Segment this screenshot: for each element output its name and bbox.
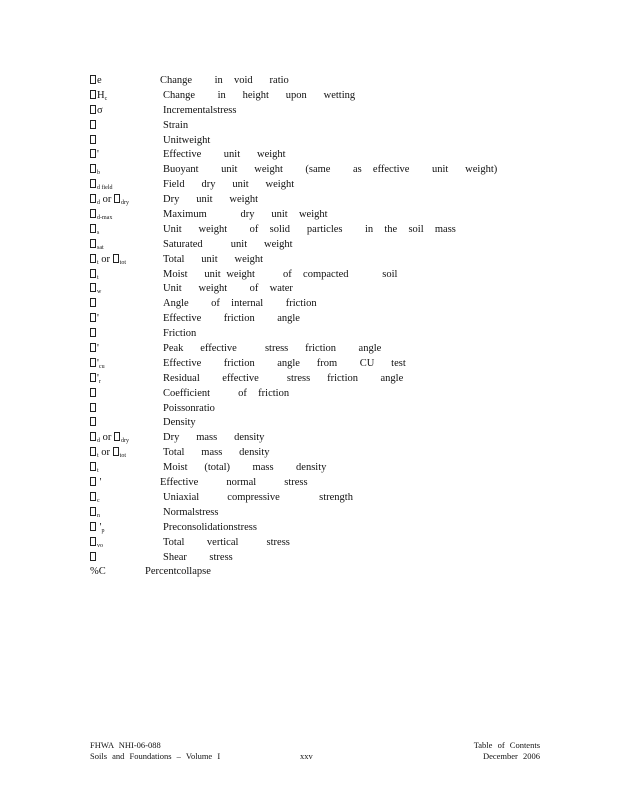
symbol-glyph xyxy=(90,75,102,86)
symbol-row xyxy=(90,238,530,253)
symbol-glyph xyxy=(90,283,101,294)
symbol-cell xyxy=(90,104,103,119)
symbol-row xyxy=(90,506,530,521)
symbol-box-icon xyxy=(90,239,96,248)
symbol-description: Unit weight of water xyxy=(163,283,293,295)
symbol-subscript: t xyxy=(97,453,99,460)
symbol-box-icon xyxy=(90,135,96,144)
symbol-box-icon xyxy=(90,417,96,426)
symbol-suffix: ' xyxy=(97,477,102,489)
symbol-subscript: dry xyxy=(121,438,129,445)
symbol-subscript: d xyxy=(97,438,100,445)
symbol-box-icon xyxy=(90,432,96,441)
symbol-glyph xyxy=(90,537,103,548)
symbol-subscript: c xyxy=(97,497,100,504)
symbol-description: Saturated unit weight xyxy=(163,238,293,250)
symbol-description: Shear stress xyxy=(163,551,233,563)
symbol-glyph xyxy=(90,179,113,190)
symbol-cell xyxy=(90,297,97,312)
symbol-box-icon xyxy=(90,462,96,471)
symbol-glyph xyxy=(90,373,101,384)
symbol-glyph xyxy=(90,135,97,146)
symbol-row xyxy=(90,134,530,149)
symbol-suffix: ' xyxy=(97,357,99,369)
symbol-suffix: ' xyxy=(97,313,99,325)
symbol-subscript: vo xyxy=(97,542,103,549)
symbol-description: Friction xyxy=(163,328,197,340)
symbol-subscript: d xyxy=(97,200,100,207)
symbol-cell xyxy=(90,134,97,149)
symbol-row xyxy=(90,476,530,491)
symbol-glyph xyxy=(90,447,99,458)
footer-right xyxy=(474,740,540,762)
symbol-description: Effective normal stress xyxy=(160,477,308,489)
symbol-box-icon xyxy=(90,194,96,203)
symbol-box-icon xyxy=(90,90,96,99)
footer-section: Table of Contents xyxy=(473,740,540,750)
symbol-description: Total mass density xyxy=(163,447,270,459)
symbol-row xyxy=(90,372,530,387)
symbol-glyph xyxy=(90,254,99,265)
symbol-description: Preconsolidationstress xyxy=(163,521,257,533)
symbol-glyph xyxy=(90,388,97,399)
symbol-or: or xyxy=(98,447,113,459)
symbol-or: or xyxy=(100,432,114,444)
symbol-row xyxy=(90,119,530,134)
symbol-or: or xyxy=(100,194,114,206)
symbol-description: Total unit weight xyxy=(163,253,264,265)
symbol-subscript: w xyxy=(97,289,102,296)
symbol-row xyxy=(90,446,530,461)
symbol-box-icon xyxy=(90,477,96,486)
symbol-box-icon xyxy=(90,373,96,382)
symbol-description: Normalstress xyxy=(163,506,219,518)
symbol-glyph xyxy=(90,239,104,250)
symbol-subscript: tot xyxy=(119,453,127,460)
symbol-subscript: t xyxy=(97,274,99,281)
symbol-glyph xyxy=(90,269,99,280)
symbol-cell xyxy=(90,119,97,134)
symbol-subscript: cu xyxy=(98,363,105,370)
symbol-row xyxy=(90,357,530,372)
symbol-box-icon xyxy=(90,75,96,84)
symbol-glyph xyxy=(90,507,100,518)
symbol-subscript: tot xyxy=(119,259,127,266)
footer-left xyxy=(90,740,220,762)
symbol-subscript: d-max xyxy=(97,215,113,222)
symbol-glyph xyxy=(114,194,129,205)
symbol-box-icon xyxy=(90,522,96,531)
symbol-list xyxy=(90,74,530,580)
symbol-suffix: ' xyxy=(97,372,99,384)
symbol-box-icon xyxy=(90,343,96,352)
symbol-cell xyxy=(90,312,99,327)
symbol-description: Effective friction angle from CU test xyxy=(163,357,406,369)
symbol-row xyxy=(90,193,530,208)
symbol-box-icon xyxy=(90,254,96,263)
footer-date: December 2006 xyxy=(482,751,540,761)
symbol-subscript: sat xyxy=(97,244,104,251)
symbol-box-icon xyxy=(90,507,96,516)
symbol-glyph xyxy=(90,358,105,369)
symbol-description: Change in height upon wetting xyxy=(163,89,356,101)
symbol-row xyxy=(90,268,530,283)
symbol-subscript: n xyxy=(97,512,100,519)
symbol-description: Unitweight xyxy=(163,134,211,146)
symbol-glyph xyxy=(90,403,97,414)
symbol-subscript: dry xyxy=(121,200,129,207)
symbol-row xyxy=(90,327,530,342)
symbol-description: Moist unit weight of compacted soil xyxy=(163,268,398,280)
symbol-box-icon xyxy=(90,298,96,307)
symbol-glyph xyxy=(113,447,126,458)
symbol-box-icon xyxy=(90,120,96,129)
symbol-glyph xyxy=(90,149,99,160)
symbol-row xyxy=(90,416,530,431)
symbol-row xyxy=(90,402,530,417)
symbol-subscript: t xyxy=(97,259,99,266)
symbol-glyph xyxy=(90,224,99,235)
footer-report-number: FHWA NHI-06-088 xyxy=(90,740,161,750)
symbol-subscript: r xyxy=(98,378,101,385)
symbol-description: Dry unit weight xyxy=(163,194,258,206)
symbol-row xyxy=(90,491,530,506)
symbol-glyph xyxy=(90,105,103,116)
symbol-glyph xyxy=(90,194,100,205)
symbol-row xyxy=(90,461,530,476)
symbol-box-icon xyxy=(90,403,96,412)
symbol-description: Effective friction angle xyxy=(163,313,300,325)
footer-title: Soils and Foundations – Volume I xyxy=(90,751,221,761)
symbol-glyph xyxy=(90,492,100,503)
symbol-glyph xyxy=(90,417,97,428)
symbol-box-icon xyxy=(90,358,96,367)
symbol-description: Percentcollapse xyxy=(145,566,211,578)
symbol-glyph xyxy=(90,164,100,175)
symbol-glyph xyxy=(90,298,97,309)
symbol-description: Total vertical stress xyxy=(163,536,290,548)
symbol-box-icon xyxy=(113,447,119,456)
symbol-row xyxy=(90,431,530,446)
symbol-description: Change in void ratio xyxy=(160,75,289,86)
symbol-box-icon xyxy=(90,492,96,501)
symbol-box-icon xyxy=(90,552,96,561)
symbol-box-icon xyxy=(90,164,96,173)
symbol-row xyxy=(90,387,530,402)
symbol-subscript: s xyxy=(97,229,100,236)
footer-page-number: xxv xyxy=(300,751,313,761)
symbol-cell xyxy=(90,476,102,491)
symbol-suffix: σ xyxy=(97,104,103,116)
symbol-box-icon xyxy=(114,194,120,203)
symbol-glyph xyxy=(114,432,129,443)
symbol-subscript: b xyxy=(97,170,100,177)
symbol-row xyxy=(90,297,530,312)
symbol-cell xyxy=(90,74,102,89)
symbol-cell xyxy=(90,327,97,342)
symbol-row xyxy=(90,208,530,223)
symbol-row xyxy=(90,312,530,327)
symbol-box-icon xyxy=(90,269,96,278)
symbol-description: Effective unit weight xyxy=(163,149,286,161)
symbol-box-icon xyxy=(90,224,96,233)
symbol-suffix: ' xyxy=(97,343,99,355)
symbol-subscript: d field xyxy=(97,185,113,192)
symbol-suffix: ' xyxy=(97,149,99,161)
symbol-box-icon xyxy=(114,432,120,441)
symbol-box-icon xyxy=(90,283,96,292)
symbol-glyph xyxy=(90,552,97,563)
symbol-row xyxy=(90,253,530,268)
symbol-suffix: H xyxy=(97,89,105,101)
symbol-description: Incrementalstress xyxy=(163,104,237,116)
symbol-box-icon xyxy=(90,328,96,337)
symbol-box-icon xyxy=(90,388,96,397)
symbol-row xyxy=(90,565,530,580)
symbol-box-icon xyxy=(113,254,119,263)
symbol-description: Field dry unit weight xyxy=(163,179,295,191)
symbol-description: Moist (total) mass density xyxy=(163,462,327,474)
symbol-description: Coefficient of friction xyxy=(163,387,290,399)
symbol-or: or xyxy=(98,253,113,265)
symbol-box-icon xyxy=(90,313,96,322)
symbol-row xyxy=(90,521,530,536)
symbol-description: Peak effective stress friction angle xyxy=(163,343,382,355)
symbol-box-icon xyxy=(90,105,96,114)
symbol-cell xyxy=(90,148,99,163)
symbol-description: Maximum dry unit weight xyxy=(163,209,328,221)
symbol-description: Unit weight of solid particles in the soil mass xyxy=(163,223,456,235)
symbol-box-icon xyxy=(90,447,96,456)
symbol-glyph xyxy=(90,462,99,473)
symbol-row xyxy=(90,282,530,297)
symbol-glyph xyxy=(113,254,126,265)
symbol-description: Residual effective stress friction angle xyxy=(163,372,404,384)
symbol-description: Strain xyxy=(163,119,189,131)
symbol-box-icon xyxy=(90,179,96,188)
symbol-box-icon xyxy=(90,209,96,218)
symbol-subscript: t xyxy=(97,468,99,475)
symbol-glyph xyxy=(90,328,97,339)
symbol-row xyxy=(90,536,530,551)
symbol-row xyxy=(90,178,530,193)
symbol-subscript: p xyxy=(101,527,105,534)
symbol-suffix: ' xyxy=(97,521,102,533)
symbol-row xyxy=(90,223,530,238)
symbol-row xyxy=(90,342,530,357)
symbol-glyph xyxy=(90,522,105,533)
symbol-cell xyxy=(90,416,97,431)
symbol-cell xyxy=(90,342,99,357)
symbol-row xyxy=(90,551,530,566)
symbol-description: Dry mass density xyxy=(163,432,265,444)
symbol-row xyxy=(90,104,530,119)
symbol-glyph xyxy=(90,90,107,101)
symbol-glyph xyxy=(90,432,100,443)
symbol-box-icon xyxy=(90,537,96,546)
symbol-description: Buoyant unit weight (same as effective unit weight) xyxy=(163,164,498,176)
symbol-subscript: c xyxy=(104,95,108,102)
symbol-description: Density xyxy=(163,417,196,429)
symbol-glyph xyxy=(90,209,112,220)
symbol-text: %C xyxy=(90,566,106,578)
symbol-glyph xyxy=(90,313,99,324)
symbol-description: Uniaxial compressive strength xyxy=(163,491,353,503)
symbol-cell xyxy=(90,565,106,580)
symbol-glyph xyxy=(90,120,97,131)
symbol-box-icon xyxy=(90,149,96,158)
symbol-description: Angle of internal friction xyxy=(163,298,317,310)
symbol-row xyxy=(90,163,530,178)
symbol-description: Poissonratio xyxy=(163,402,215,414)
symbol-row xyxy=(90,148,530,163)
symbol-suffix: e xyxy=(97,75,102,86)
symbol-cell xyxy=(90,402,97,417)
symbol-cell xyxy=(90,387,97,402)
symbol-cell xyxy=(90,551,97,566)
symbol-row xyxy=(90,89,530,104)
symbol-glyph xyxy=(90,343,99,354)
symbol-glyph xyxy=(90,477,102,488)
symbol-row xyxy=(90,74,530,89)
